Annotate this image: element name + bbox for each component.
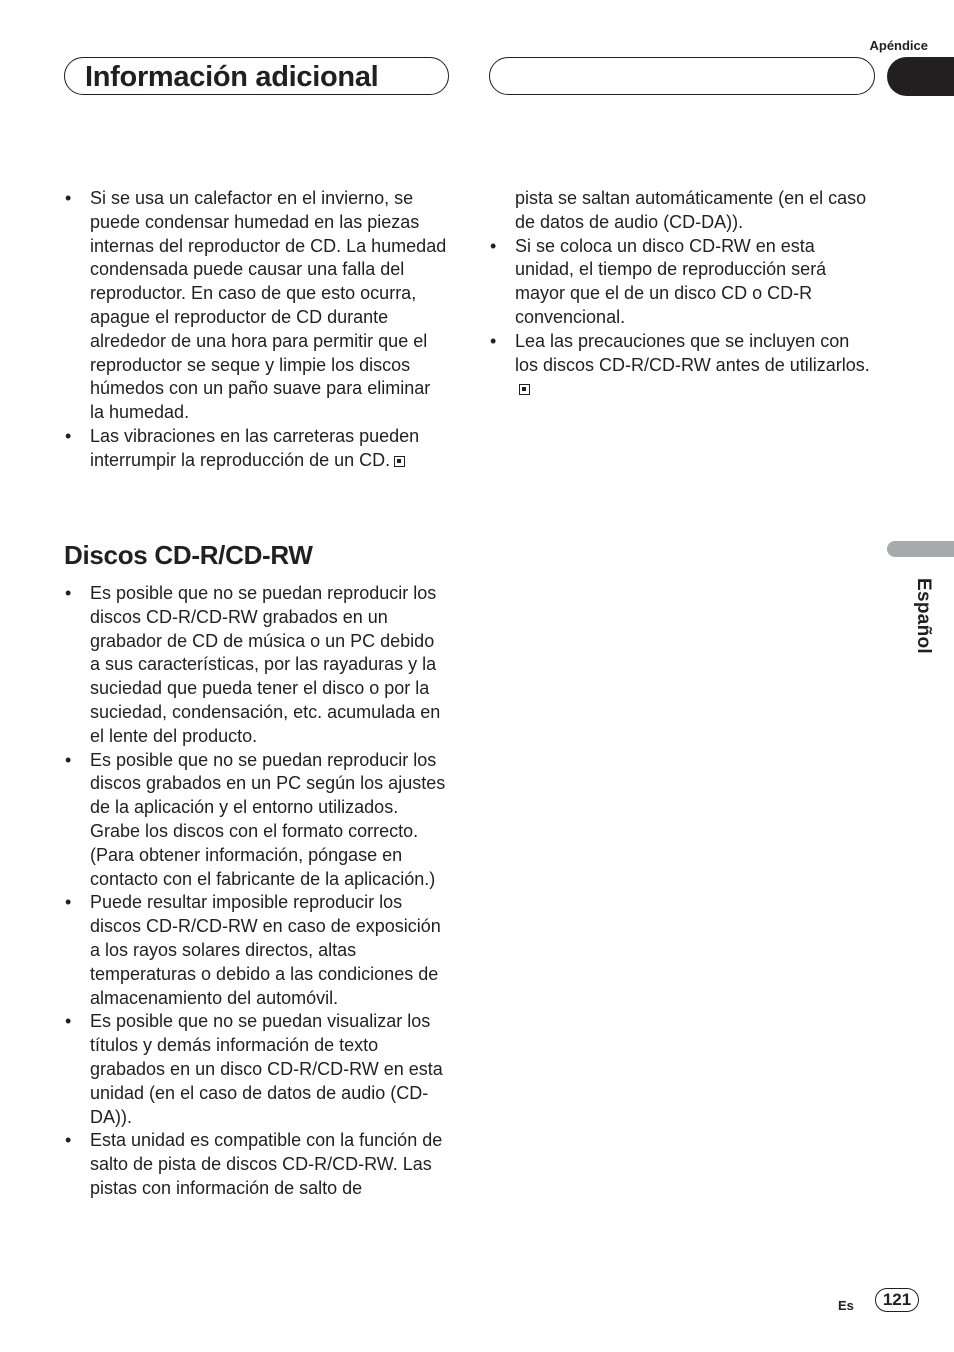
bullet-icon: • — [490, 330, 497, 351]
header-empty-box — [489, 57, 875, 95]
list-item: • Es posible que no se puedan visualizar los títulos y demás información de texto grabados en un disco CD-R/CD-RW en esta unidad (en el caso de datos de audio (CD-DA)). — [65, 1011, 443, 1127]
page-number: 121 — [875, 1288, 919, 1312]
list-item: • Es posible que no se puedan reproducir los discos grabados en un PC según los ajustes de la aplicación y el entorno utilizados. Grabe los discos con el formato correcto. (Para obtener información, póngase en contacto con el fabricante de la aplicación.) — [65, 749, 446, 889]
appendix-label: Apéndice — [869, 38, 928, 53]
list-item: • Puede resultar imposible reproducir los discos CD-R/CD-RW en caso de exposición a los rayos solares directos, altas temperaturas o debido a las condiciones de almacenamiento del automóvil. — [65, 892, 441, 1008]
intro-column — [64, 187, 448, 473]
language-tab-marker — [887, 541, 954, 557]
bullet-icon: • — [65, 188, 72, 208]
bullet-icon: • — [65, 749, 72, 770]
bullet-icon: • — [65, 1011, 72, 1032]
list-item: • Lea las precauciones que se incluyen con los discos CD-R/CD-RW antes de utilizarlos. — [489, 330, 873, 401]
cdr-list-continued — [489, 187, 873, 401]
bullet-icon: • — [65, 892, 72, 913]
section-title: Información adicional — [85, 61, 379, 93]
bullet-icon: • — [65, 583, 72, 603]
language-code: Es — [838, 1298, 854, 1313]
language-label: Español — [913, 578, 934, 655]
cdr-column-right — [489, 187, 873, 401]
intro-list — [64, 187, 448, 473]
bullet-icon: • — [65, 425, 72, 446]
list-item: • Si se usa un calefactor en el invierno, se puede condensar humedad en las piezas internas del reproductor de CD. La humedad condensada puede causar una falla del reproductor. En caso de que esto ocurra, apague el reproductor de CD durante alrededor de una hora para permitir que el reproductor se seque y limpie los discos húmedos con un paño suave para eliminar la humedad. — [65, 188, 447, 423]
end-mark-icon — [394, 456, 405, 467]
list-item: • Las vibraciones en las carreteras pueden interrumpir la reproducción de un CD. — [65, 425, 420, 470]
list-item: • Si se coloca un disco CD-RW en esta unidad, el tiempo de reproducción será mayor que el de un disco CD o CD-R convencional. — [490, 235, 827, 327]
cdr-column-left — [64, 582, 448, 1201]
section-title-box — [64, 57, 449, 95]
list-item: • Es posible que no se puedan reproducir los discos CD-R/CD-RW grabados en un grabador de CD de música o un PC debido a sus características, por las rayaduras y la suciedad que pueda tener el disco o por la suciedad, condensación, etc. acumulada en el lente del producto. — [65, 583, 441, 746]
section-heading: Discos CD-R/CD-RW — [64, 540, 313, 570]
end-mark-icon — [519, 384, 530, 395]
cdr-list — [64, 582, 448, 1201]
bullet-icon: • — [65, 1130, 72, 1151]
chapter-tab — [887, 57, 954, 96]
list-item: • Esta unidad es compatible con la función de salto de pista de discos CD-R/CD-RW. Las pistas con información de salto de — [65, 1130, 443, 1198]
list-item-continued: pista se saltan automáticamente (en el caso de datos de audio (CD-DA)). — [515, 188, 867, 232]
bullet-icon: • — [490, 235, 497, 256]
